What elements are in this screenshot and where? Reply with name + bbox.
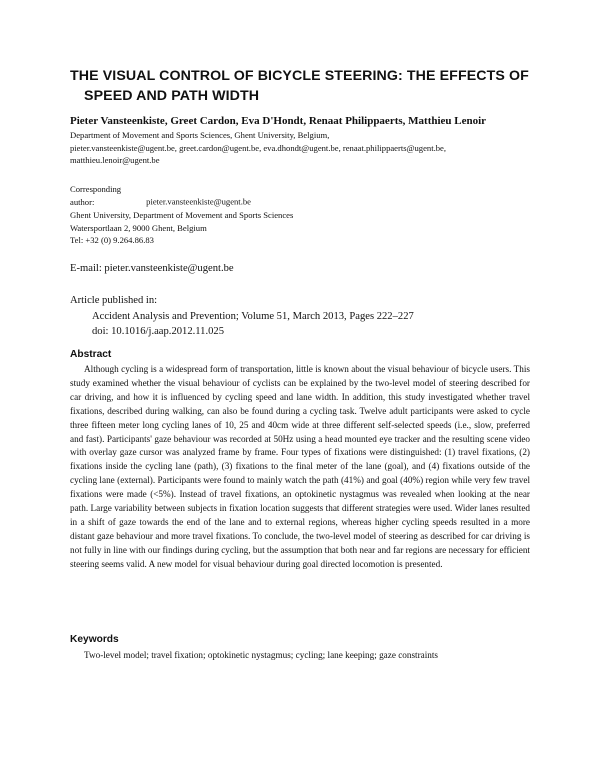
- phone-line: Tel: +32 (0) 9.264.86.83: [70, 235, 154, 245]
- corresponding-email: pieter.vansteenkiste@ugent.be: [146, 196, 251, 207]
- abstract-heading: Abstract: [70, 349, 112, 360]
- affiliation-emails-cont: matthieu.lenoir@ugent.be: [70, 155, 160, 165]
- author-list: Pieter Vansteenkiste, Greet Cardon, Eva D'Hondt, Renaat Philippaerts, Matthieu Lenoir: [70, 115, 487, 127]
- journal-citation: Accident Analysis and Prevention; Volume 51, March 2013, Pages 222–227: [92, 310, 414, 322]
- publication-label: Article published in:: [70, 295, 158, 306]
- affiliation-line: Department of Movement and Sports Sciences, Ghent University, Belgium,: [70, 130, 330, 140]
- keywords-heading: Keywords: [70, 634, 119, 645]
- paper-title: [70, 66, 540, 106]
- abstract-text: Although cycling is a widespread form of transportation, little is known about the visual behaviour of bicycle users. This study examined whether the visual behaviour of cyclists can be explained by the two-level model of steering described for car driving, and how it is influenced by cycling speed and lane width. In addition, this study investigated whether travel fixations, described during walking, can also be found during a cycling task. Twelve adult participants were asked to cycle three fifteen meter long cycling lanes of 10, 25 and 40cm wide at three different self-selected speeds (i.e., slow, preferred and fast). Participants' gaze behaviour was recorded at 50Hz using a head mounted eye tracker and the resulting scene video with overlay gaze cursor was analyzed frame by frame. Four types of fixations were distinguished: (1) travel fixations, (2) fixations inside the cycling lane (path), (3) fixations to the final meter of the lane (goal), and (4) fixations outside of the cycling lane (external). Participants were found to mainly watch the path (41%) and goal (40%) region while very few travel fixations were made (<5%). Instead of travel fixations, an optokinetic nystagmus was revealed when looking at the near path. Large variability between subjects in fixation location suggests that different strategies were used. Wider lanes resulted in a shift of gaze towards the end of the lane and to external regions, whereas higher cycling speeds resulted in a more distant gaze behaviour and more travel fixations. To conclude, the two-level model of steering as described for car driving is not fully in line with our findings during cycling, but the assumption that both near and far regions are necessary for efficient steering seems valid. A new model for visual behaviour during goal directed locomotion is presented.: [70, 364, 530, 569]
- address-line: Watersportlaan 2, 9000 Ghent, Belgium: [70, 222, 207, 233]
- affiliation-block: [70, 129, 550, 167]
- postal-address: [70, 209, 550, 247]
- title-line-1: THE VISUAL CONTROL OF BICYCLE STEERING: THE EFFECTS OF: [70, 68, 529, 84]
- publication-info: [70, 293, 540, 340]
- contact-email: E-mail: pieter.vansteenkiste@ugent.be: [70, 263, 234, 274]
- affiliation-emails: pieter.vansteenkiste@ugent.be, greet.cardon@ugent.be, eva.dhondt@ugent.be, renaat.philippaerts@ugent.be,: [70, 142, 446, 153]
- corresponding-label: Corresponding author:: [70, 184, 122, 207]
- corresponding-author: [70, 183, 550, 208]
- title-line-2: SPEED AND PATH WIDTH: [84, 88, 260, 104]
- address-line: Ghent University, Department of Movement and Sports Sciences: [70, 210, 294, 220]
- doi-line: doi: 10.1016/j.aap.2012.11.025: [92, 326, 225, 337]
- keywords-text: Two-level model; travel fixation; optokinetic nystagmus; cycling; lane keeping; gaze constraints: [84, 650, 438, 660]
